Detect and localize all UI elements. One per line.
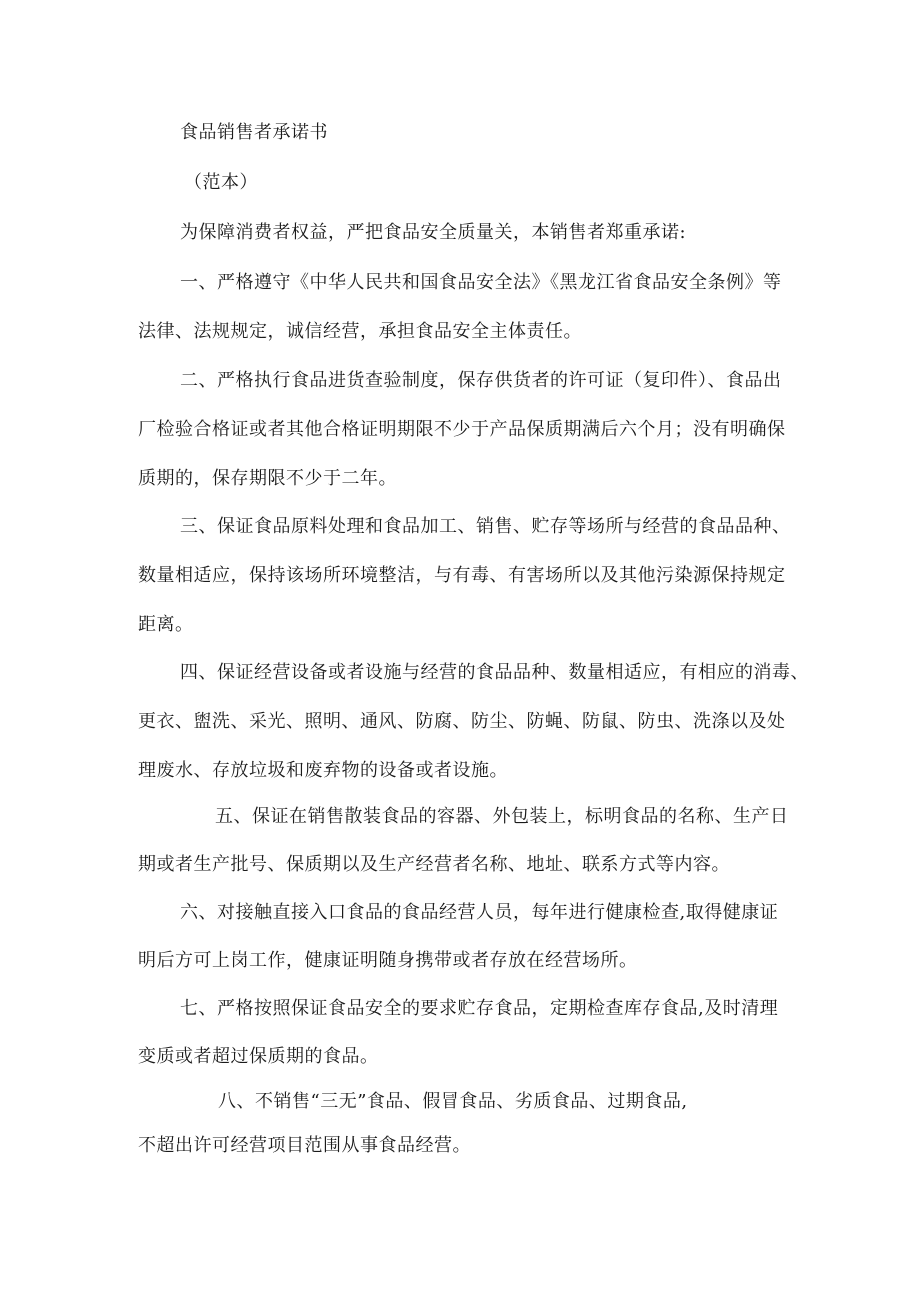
document-title: 食品销售者承诺书	[180, 122, 328, 143]
clause-line: 四、保证经营设备或者设施与经营的食品品种、数量相适应，有相应的消毒、	[180, 662, 809, 683]
clause-line: 七、严格按照保证食品安全的要求贮存食品，定期检查库存食品,及时清理	[180, 998, 779, 1019]
clause-line: 二、严格执行食品进货查验制度，保存供货者的许可证（复印件）、食品出	[180, 370, 782, 391]
clause-line: 法律、法规规定，诚信经营，承担食品安全主体责任。	[138, 321, 582, 342]
clause-line: 数量相适应，保持该场所环境整洁，与有毒、有害场所以及其他污染源保持规定	[138, 565, 786, 586]
clause-line: 距离。	[138, 614, 194, 635]
clause-line: 质期的，保存期限不少于二年。	[138, 468, 397, 489]
clause-line: 六、对接触直接入口食品的食品经营人员，每年进行健康检查,取得健康证	[180, 902, 779, 923]
clause-line: 期或者生产批号、保质期以及生产经营者名称、地址、联系方式等内容。	[138, 854, 730, 875]
clause-line: 理废水、存放垃圾和废弃物的设备或者设施。	[138, 760, 508, 781]
clause-line: 五、保证在销售散装食品的容器、外包装上，标明食品的名称、生产日	[215, 806, 789, 827]
document-subtitle: （范本）	[184, 172, 258, 193]
clause-line: 更衣、盥洗、采光、照明、通风、防腐、防尘、防蝇、防鼠、防虫、洗涤以及处	[138, 711, 786, 732]
clause-line: 三、保证食品原料处理和食品加工、销售、贮存等场所与经营的食品品种、	[180, 516, 791, 537]
intro-paragraph: 为保障消费者权益，严把食品安全质量关，本销售者郑重承诺:	[180, 222, 687, 243]
clause-line: 八、不销售“三无”食品、假冒食品、劣质食品、过期食品,	[218, 1091, 688, 1112]
clause-line: 明后方可上岗工作，健康证明随身携带或者存放在经营场所。	[138, 950, 638, 971]
clause-line: 一、严格遵守《中华人民共和国食品安全法》《黑龙江省食品安全条例》等	[180, 272, 782, 293]
clause-line: 不超出许可经营项目范围从事食品经营。	[138, 1135, 471, 1156]
clause-line: 变质或者超过保质期的食品。	[138, 1046, 379, 1067]
clause-line: 厂检验合格证或者其他合格证明期限不少于产品保质期满后六个月；没有明确保	[138, 419, 786, 440]
